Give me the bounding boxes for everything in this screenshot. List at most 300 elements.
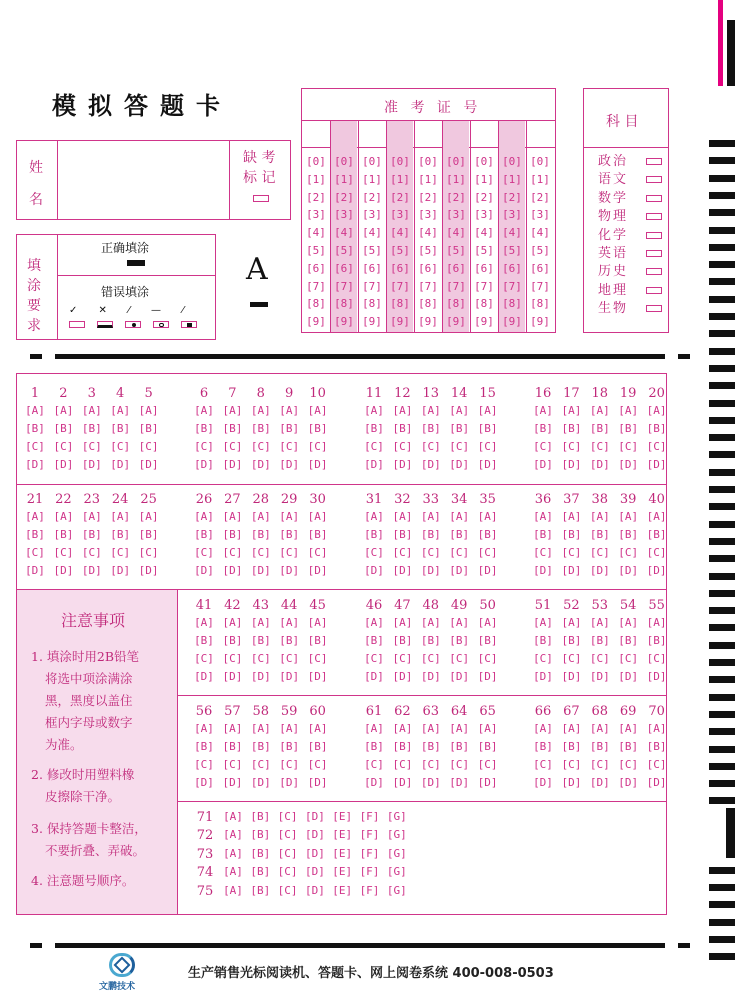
answer-bubble[interactable]: [A] <box>618 616 639 629</box>
answer-bubble[interactable]: [D] <box>589 564 610 577</box>
answer-bubble[interactable]: [C] <box>533 440 553 453</box>
answer-bubble[interactable]: [E] <box>332 810 353 823</box>
answer-bubble[interactable]: [C] <box>307 546 328 559</box>
exam-id-bubble[interactable]: [0] <box>390 155 410 168</box>
answer-bubble[interactable]: [A] <box>477 616 498 629</box>
answer-bubble[interactable]: [D] <box>307 564 328 577</box>
answer-bubble[interactable]: [A] <box>646 616 667 629</box>
answer-bubble[interactable]: [A] <box>223 810 243 823</box>
answer-bubble[interactable]: [B] <box>53 422 74 435</box>
answer-bubble[interactable]: [G] <box>386 846 407 860</box>
answer-bubble[interactable]: [A] <box>307 722 328 735</box>
answer-bubble[interactable]: [A] <box>222 616 243 629</box>
exam-id-write-cell[interactable] <box>414 121 442 147</box>
exam-id-bubble[interactable]: [9] <box>362 315 382 329</box>
answer-bubble[interactable]: [D] <box>53 458 74 471</box>
answer-bubble[interactable]: [A] <box>81 510 102 523</box>
subject-row[interactable] <box>598 190 666 208</box>
answer-bubble[interactable]: [B] <box>449 528 470 541</box>
answer-bubble[interactable]: [B] <box>477 740 498 753</box>
answer-bubble[interactable]: [E] <box>332 828 353 842</box>
answer-bubble[interactable]: [B] <box>25 422 45 435</box>
answer-bubble[interactable]: [A] <box>420 510 441 523</box>
exam-id-bubble[interactable]: [9] <box>390 315 410 329</box>
answer-bubble[interactable]: [C] <box>138 546 159 559</box>
answer-bubble[interactable]: [C] <box>194 546 214 559</box>
answer-bubble[interactable]: [A] <box>223 846 243 860</box>
answer-bubble[interactable]: [C] <box>618 440 639 453</box>
exam-id-bubble[interactable]: [8] <box>306 297 326 311</box>
answer-bubble[interactable]: [A] <box>589 510 610 523</box>
answer-bubble[interactable]: [D] <box>561 670 582 683</box>
answer-bubble[interactable]: [B] <box>250 846 271 860</box>
answer-bubble[interactable]: [B] <box>364 740 384 753</box>
answer-bubble[interactable]: [B] <box>561 422 582 435</box>
answer-bubble[interactable]: [B] <box>618 422 639 435</box>
answer-bubble[interactable]: [D] <box>138 564 159 577</box>
answer-bubble[interactable]: [A] <box>110 404 131 417</box>
answer-bubble[interactable]: [B] <box>420 740 441 753</box>
answer-bubble[interactable]: [D] <box>222 670 243 683</box>
answer-bubble[interactable]: [B] <box>392 740 413 753</box>
subject-bubble[interactable] <box>646 305 662 312</box>
answer-bubble[interactable]: [C] <box>250 652 271 665</box>
answer-bubble[interactable]: [A] <box>364 404 384 417</box>
answer-bubble[interactable]: [A] <box>250 404 271 417</box>
answer-bubble[interactable]: [A] <box>477 404 498 417</box>
answer-bubble[interactable]: [C] <box>618 758 639 771</box>
answer-bubble[interactable]: [A] <box>618 404 639 417</box>
answer-bubble[interactable]: [A] <box>279 404 300 417</box>
answer-bubble[interactable]: [B] <box>25 528 45 541</box>
exam-id-bubble[interactable]: [5] <box>418 244 438 257</box>
answer-bubble[interactable]: [A] <box>449 510 470 523</box>
exam-id-bubble[interactable]: [2] <box>502 190 522 204</box>
answer-bubble[interactable]: [D] <box>25 564 45 577</box>
answer-bubble[interactable]: [B] <box>533 528 553 541</box>
exam-id-bubble[interactable]: [3] <box>306 208 326 222</box>
answer-bubble[interactable]: [D] <box>304 883 325 897</box>
answer-bubble[interactable]: [D] <box>449 458 470 471</box>
answer-bubble[interactable]: [D] <box>222 458 243 471</box>
exam-id-bubble[interactable]: [7] <box>390 279 410 293</box>
answer-bubble[interactable]: [D] <box>449 670 470 683</box>
answer-bubble[interactable]: [A] <box>589 404 610 417</box>
answer-bubble[interactable]: [A] <box>307 510 328 523</box>
answer-bubble[interactable]: [A] <box>533 722 553 735</box>
exam-id-bubble[interactable]: [5] <box>502 244 522 257</box>
answer-bubble[interactable]: [A] <box>279 616 300 629</box>
answer-bubble[interactable]: [B] <box>222 634 243 647</box>
answer-bubble[interactable]: [D] <box>194 670 214 683</box>
answer-bubble[interactable]: [A] <box>533 404 553 417</box>
answer-bubble[interactable]: [D] <box>279 564 300 577</box>
answer-bubble[interactable]: [B] <box>420 528 441 541</box>
answer-bubble[interactable]: [D] <box>304 810 325 823</box>
answer-bubble[interactable]: [C] <box>25 440 45 453</box>
subject-bubble[interactable] <box>646 176 662 183</box>
answer-bubble[interactable]: [D] <box>392 458 413 471</box>
answer-bubble[interactable]: [A] <box>618 722 639 735</box>
answer-bubble[interactable]: [C] <box>53 440 74 453</box>
answer-bubble[interactable]: [B] <box>250 828 271 842</box>
answer-bubble[interactable]: [F] <box>359 846 380 860</box>
answer-bubble[interactable]: [A] <box>53 510 74 523</box>
answer-bubble[interactable]: [A] <box>110 510 131 523</box>
answer-bubble[interactable]: [D] <box>304 846 325 860</box>
subject-bubble[interactable] <box>646 158 662 165</box>
answer-bubble[interactable]: [D] <box>420 670 441 683</box>
answer-bubble[interactable]: [D] <box>250 776 271 789</box>
answer-bubble[interactable]: [A] <box>533 510 553 523</box>
answer-bubble[interactable]: [B] <box>250 810 271 823</box>
answer-bubble[interactable]: [B] <box>279 634 300 647</box>
answer-bubble[interactable]: [B] <box>250 883 271 897</box>
answer-bubble[interactable]: [B] <box>646 634 667 647</box>
exam-id-bubble[interactable]: [2] <box>418 190 438 204</box>
answer-bubble[interactable]: [D] <box>364 670 384 683</box>
answer-bubble[interactable]: [C] <box>81 440 102 453</box>
exam-id-bubble[interactable]: [4] <box>334 226 354 240</box>
exam-id-bubble[interactable]: [5] <box>306 244 326 257</box>
exam-id-bubble[interactable]: [8] <box>474 297 494 311</box>
exam-id-bubble[interactable]: [7] <box>306 279 326 293</box>
answer-bubble[interactable]: [C] <box>392 652 413 665</box>
subject-bubble[interactable] <box>646 287 662 294</box>
answer-bubble[interactable]: [D] <box>646 458 667 471</box>
answer-bubble[interactable]: [D] <box>222 564 243 577</box>
answer-bubble[interactable]: [A] <box>364 616 384 629</box>
answer-bubble[interactable]: [C] <box>561 546 582 559</box>
answer-bubble[interactable]: [C] <box>222 546 243 559</box>
exam-id-bubble[interactable]: [2] <box>334 190 354 204</box>
answer-bubble[interactable]: [D] <box>449 776 470 789</box>
answer-bubble[interactable]: [D] <box>618 564 639 577</box>
answer-bubble[interactable]: [D] <box>392 564 413 577</box>
answer-bubble[interactable]: [A] <box>589 722 610 735</box>
answer-bubble[interactable]: [B] <box>194 740 214 753</box>
answer-bubble[interactable]: [C] <box>589 546 610 559</box>
answer-bubble[interactable]: [A] <box>138 404 159 417</box>
exam-id-bubble[interactable]: [7] <box>334 279 354 293</box>
answer-bubble[interactable]: [C] <box>420 758 441 771</box>
answer-bubble[interactable]: [B] <box>392 634 413 647</box>
exam-id-write-cell[interactable] <box>330 121 358 147</box>
answer-bubble[interactable]: [D] <box>279 776 300 789</box>
answer-bubble[interactable]: [B] <box>477 634 498 647</box>
answer-bubble[interactable]: [B] <box>589 634 610 647</box>
exam-id-bubble[interactable]: [9] <box>334 315 354 329</box>
answer-bubble[interactable]: [C] <box>194 758 214 771</box>
exam-id-write-cell[interactable] <box>386 121 414 147</box>
answer-bubble[interactable]: [C] <box>420 440 441 453</box>
exam-id-bubble[interactable]: [2] <box>362 190 382 204</box>
exam-id-bubble[interactable]: [1] <box>446 172 466 186</box>
exam-id-bubble[interactable]: [3] <box>446 208 466 222</box>
answer-bubble[interactable]: [A] <box>223 883 243 897</box>
answer-bubble[interactable]: [B] <box>250 865 271 879</box>
answer-bubble[interactable]: [C] <box>392 440 413 453</box>
exam-id-bubble[interactable]: [5] <box>530 244 550 257</box>
answer-bubble[interactable]: [C] <box>250 758 271 771</box>
answer-bubble[interactable]: [C] <box>222 652 243 665</box>
exam-id-bubble[interactable]: [4] <box>418 226 438 240</box>
exam-id-bubble[interactable]: [5] <box>446 244 466 257</box>
answer-bubble[interactable]: [C] <box>589 652 610 665</box>
version-mark[interactable] <box>250 302 268 307</box>
answer-bubble[interactable]: [A] <box>420 722 441 735</box>
answer-bubble[interactable]: [B] <box>138 528 159 541</box>
answer-bubble[interactable]: [A] <box>194 722 214 735</box>
answer-bubble[interactable]: [C] <box>420 652 441 665</box>
exam-id-bubble[interactable]: [3] <box>474 208 494 222</box>
answer-bubble[interactable]: [D] <box>250 458 271 471</box>
answer-bubble[interactable]: [G] <box>386 828 407 842</box>
answer-bubble[interactable]: [D] <box>53 564 74 577</box>
exam-id-bubble[interactable]: [6] <box>334 261 354 275</box>
answer-bubble[interactable]: [C] <box>279 440 300 453</box>
answer-bubble[interactable]: [D] <box>279 670 300 683</box>
answer-bubble[interactable]: [D] <box>646 564 667 577</box>
exam-id-bubble[interactable]: [7] <box>474 279 494 293</box>
answer-bubble[interactable]: [B] <box>364 528 384 541</box>
answer-bubble[interactable]: [B] <box>307 422 328 435</box>
answer-bubble[interactable]: [D] <box>307 670 328 683</box>
answer-bubble[interactable]: [D] <box>110 564 131 577</box>
answer-bubble[interactable]: [D] <box>392 776 413 789</box>
answer-bubble[interactable]: [B] <box>81 528 102 541</box>
answer-bubble[interactable]: [A] <box>307 404 328 417</box>
exam-id-bubble[interactable]: [6] <box>362 261 382 275</box>
answer-bubble[interactable]: [D] <box>561 458 582 471</box>
exam-id-bubble[interactable]: [5] <box>390 244 410 257</box>
answer-bubble[interactable]: [C] <box>449 440 470 453</box>
answer-bubble[interactable]: [C] <box>477 758 498 771</box>
exam-id-bubble[interactable]: [9] <box>418 315 438 329</box>
answer-bubble[interactable]: [C] <box>279 758 300 771</box>
answer-bubble[interactable]: [A] <box>250 510 271 523</box>
answer-bubble[interactable]: [A] <box>25 510 45 523</box>
exam-id-bubble[interactable]: [5] <box>334 244 354 257</box>
subject-row[interactable] <box>598 171 666 189</box>
subject-bubble[interactable] <box>646 268 662 275</box>
answer-bubble[interactable]: [C] <box>25 546 45 559</box>
answer-bubble[interactable]: [C] <box>110 546 131 559</box>
subject-bubble[interactable] <box>646 195 662 202</box>
answer-bubble[interactable]: [E] <box>332 865 353 879</box>
answer-bubble[interactable]: [C] <box>194 652 214 665</box>
answer-bubble[interactable]: [C] <box>277 828 298 842</box>
answer-bubble[interactable]: [A] <box>222 404 243 417</box>
answer-bubble[interactable]: [D] <box>194 458 214 471</box>
answer-bubble[interactable]: [D] <box>194 776 214 789</box>
answer-bubble[interactable]: [C] <box>110 440 131 453</box>
exam-id-bubble[interactable]: [7] <box>418 279 438 293</box>
answer-bubble[interactable]: [C] <box>364 546 384 559</box>
exam-id-bubble[interactable]: [7] <box>446 279 466 293</box>
exam-id-bubble[interactable]: [1] <box>502 172 522 186</box>
exam-id-bubble[interactable]: [6] <box>530 261 550 275</box>
answer-bubble[interactable]: [E] <box>332 846 353 860</box>
answer-bubble[interactable]: [D] <box>533 458 553 471</box>
answer-bubble[interactable]: [F] <box>359 828 380 842</box>
answer-bubble[interactable]: [B] <box>618 528 639 541</box>
answer-bubble[interactable]: [B] <box>449 422 470 435</box>
answer-bubble[interactable]: [C] <box>277 846 298 860</box>
answer-bubble[interactable]: [C] <box>392 546 413 559</box>
answer-bubble[interactable]: [C] <box>53 546 74 559</box>
answer-bubble[interactable]: [D] <box>307 458 328 471</box>
answer-bubble[interactable]: [B] <box>561 740 582 753</box>
answer-bubble[interactable]: [A] <box>25 404 45 417</box>
answer-bubble[interactable]: [C] <box>477 440 498 453</box>
answer-bubble[interactable]: [C] <box>222 440 243 453</box>
exam-id-bubble[interactable]: [1] <box>306 172 326 186</box>
answer-bubble[interactable]: [D] <box>138 458 159 471</box>
answer-bubble[interactable]: [B] <box>449 634 470 647</box>
answer-bubble[interactable]: [B] <box>561 528 582 541</box>
exam-id-bubble[interactable]: [4] <box>390 226 410 240</box>
exam-id-bubble[interactable]: [8] <box>446 297 466 311</box>
subject-row[interactable] <box>598 227 666 245</box>
answer-bubble[interactable]: [A] <box>449 404 470 417</box>
answer-bubble[interactable]: [D] <box>561 564 582 577</box>
answer-bubble[interactable]: [A] <box>81 404 102 417</box>
exam-id-bubble[interactable]: [0] <box>418 155 438 168</box>
answer-bubble[interactable]: [D] <box>392 670 413 683</box>
exam-id-bubble[interactable]: [2] <box>390 190 410 204</box>
answer-bubble[interactable]: [B] <box>307 528 328 541</box>
exam-id-bubble[interactable]: [3] <box>502 208 522 222</box>
answer-bubble[interactable]: [D] <box>477 670 498 683</box>
exam-id-bubble[interactable]: [3] <box>390 208 410 222</box>
answer-bubble[interactable]: [C] <box>194 440 214 453</box>
answer-bubble[interactable]: [B] <box>222 528 243 541</box>
answer-bubble[interactable]: [B] <box>222 740 243 753</box>
answer-bubble[interactable]: [A] <box>646 510 667 523</box>
answer-bubble[interactable]: [D] <box>364 564 384 577</box>
answer-bubble[interactable]: [A] <box>364 510 384 523</box>
answer-bubble[interactable]: [B] <box>110 422 131 435</box>
exam-id-bubble[interactable]: [4] <box>474 226 494 240</box>
answer-bubble[interactable]: [E] <box>332 883 353 897</box>
answer-bubble[interactable]: [C] <box>364 440 384 453</box>
exam-id-bubble[interactable]: [4] <box>530 226 550 240</box>
subject-row[interactable] <box>598 208 666 226</box>
answer-bubble[interactable]: [D] <box>222 776 243 789</box>
exam-id-write-cell[interactable] <box>498 121 526 147</box>
answer-bubble[interactable]: [B] <box>646 740 667 753</box>
answer-bubble[interactable]: [D] <box>477 458 498 471</box>
answer-bubble[interactable]: [B] <box>392 528 413 541</box>
answer-bubble[interactable]: [D] <box>589 458 610 471</box>
answer-bubble[interactable]: [A] <box>646 404 667 417</box>
answer-bubble[interactable]: [B] <box>589 740 610 753</box>
answer-bubble[interactable]: [C] <box>307 440 328 453</box>
exam-id-write-cell[interactable] <box>302 121 330 147</box>
answer-bubble[interactable]: [D] <box>618 670 639 683</box>
answer-bubble[interactable]: [A] <box>279 510 300 523</box>
answer-bubble[interactable]: [D] <box>420 776 441 789</box>
answer-bubble[interactable]: [C] <box>364 652 384 665</box>
subject-row[interactable] <box>598 153 666 171</box>
answer-bubble[interactable]: [C] <box>307 758 328 771</box>
answer-bubble[interactable]: [B] <box>250 740 271 753</box>
exam-id-bubble[interactable]: [4] <box>306 226 326 240</box>
answer-bubble[interactable]: [C] <box>533 546 553 559</box>
answer-bubble[interactable]: [D] <box>449 564 470 577</box>
exam-id-bubble[interactable]: [4] <box>446 226 466 240</box>
exam-id-write-cell[interactable] <box>358 121 386 147</box>
answer-bubble[interactable]: [G] <box>386 883 407 897</box>
answer-bubble[interactable]: [B] <box>420 422 441 435</box>
answer-bubble[interactable]: [C] <box>449 758 470 771</box>
exam-id-bubble[interactable]: [0] <box>306 155 326 168</box>
answer-bubble[interactable]: [B] <box>618 740 639 753</box>
name-field[interactable] <box>61 145 225 215</box>
answer-bubble[interactable]: [A] <box>307 616 328 629</box>
exam-id-bubble[interactable]: [9] <box>474 315 494 329</box>
exam-id-bubble[interactable]: [7] <box>530 279 550 293</box>
answer-bubble[interactable]: [C] <box>533 652 553 665</box>
answer-bubble[interactable]: [B] <box>250 634 271 647</box>
answer-bubble[interactable]: [A] <box>561 510 582 523</box>
answer-bubble[interactable]: [B] <box>589 422 610 435</box>
answer-bubble[interactable]: [B] <box>477 422 498 435</box>
exam-id-bubble[interactable]: [6] <box>502 261 522 275</box>
answer-bubble[interactable]: [C] <box>277 883 298 897</box>
answer-bubble[interactable]: [D] <box>589 776 610 789</box>
answer-bubble[interactable]: [C] <box>277 865 298 879</box>
answer-bubble[interactable]: [C] <box>477 546 498 559</box>
exam-id-bubble[interactable]: [9] <box>502 315 522 329</box>
answer-bubble[interactable]: [C] <box>81 546 102 559</box>
answer-bubble[interactable]: [B] <box>194 422 214 435</box>
exam-id-bubble[interactable]: [1] <box>474 172 494 186</box>
exam-id-bubble[interactable]: [9] <box>530 315 550 329</box>
answer-bubble[interactable]: [A] <box>223 828 243 842</box>
exam-id-write-cell[interactable] <box>442 121 470 147</box>
subject-bubble[interactable] <box>646 232 662 239</box>
answer-bubble[interactable]: [B] <box>250 422 271 435</box>
answer-bubble[interactable]: [A] <box>561 616 582 629</box>
answer-bubble[interactable]: [B] <box>53 528 74 541</box>
answer-bubble[interactable]: [A] <box>53 404 74 417</box>
exam-id-bubble[interactable]: [7] <box>502 279 522 293</box>
answer-bubble[interactable]: [B] <box>307 740 328 753</box>
answer-bubble[interactable]: [D] <box>646 670 667 683</box>
answer-bubble[interactable]: [D] <box>420 564 441 577</box>
exam-id-bubble[interactable]: [5] <box>474 244 494 257</box>
exam-id-bubble[interactable]: [5] <box>362 244 382 257</box>
subject-row[interactable] <box>598 263 666 281</box>
answer-bubble[interactable]: [C] <box>477 652 498 665</box>
exam-id-bubble[interactable]: [6] <box>474 261 494 275</box>
answer-bubble[interactable]: [D] <box>364 776 384 789</box>
answer-bubble[interactable]: [D] <box>420 458 441 471</box>
answer-bubble[interactable]: [D] <box>304 828 325 842</box>
answer-bubble[interactable]: [D] <box>646 776 667 789</box>
absent-mark-box[interactable] <box>253 195 269 202</box>
exam-id-bubble[interactable]: [1] <box>334 172 354 186</box>
answer-bubble[interactable]: [D] <box>533 776 553 789</box>
answer-bubble[interactable]: [C] <box>589 758 610 771</box>
answer-bubble[interactable]: [B] <box>194 634 214 647</box>
answer-bubble[interactable]: [C] <box>279 652 300 665</box>
answer-bubble[interactable]: [G] <box>386 865 407 879</box>
answer-bubble[interactable]: [D] <box>533 564 553 577</box>
answer-bubble[interactable]: [C] <box>646 652 667 665</box>
